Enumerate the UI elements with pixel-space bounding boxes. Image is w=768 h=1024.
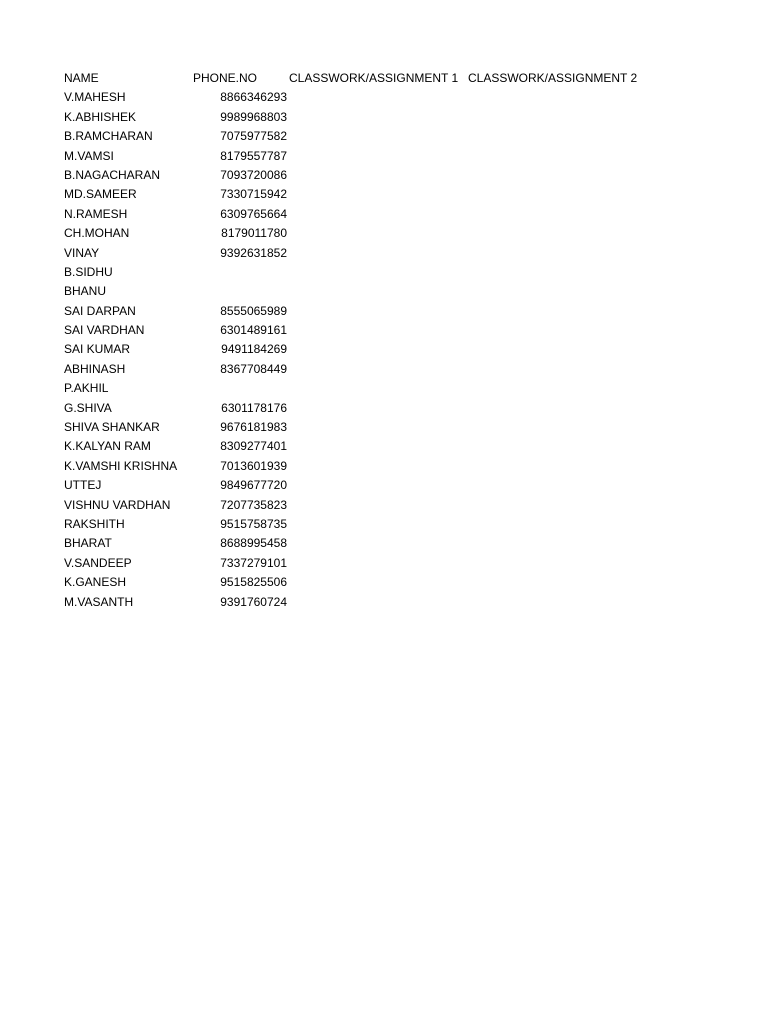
student-name-cell: P.AKHIL [64,381,109,396]
phone-number-cell: 6301489161 [220,323,287,338]
phone-number-cell: 7337279101 [220,555,287,570]
phone-number-cell: 8367708449 [220,361,287,376]
student-name-cell: BHARAT [64,536,112,551]
student-name-cell: M.VAMSI [64,148,114,163]
phone-number-cell: 7330715942 [220,187,287,202]
student-name-cell: MD.SAMEER [64,187,137,202]
student-name-cell: B.NAGACHARAN [64,167,161,182]
student-name-cell: K.VAMSHI KRISHNA [64,458,178,473]
student-name-cell: CH.MOHAN [64,226,130,241]
phone-number-cell: 9515758735 [220,516,287,531]
student-name-cell: K.GANESH [64,575,127,590]
header-classwork-2: CLASSWORK/ASSIGNMENT 2 [468,71,638,85]
phone-number-cell: 6301178176 [221,400,287,415]
phone-number-cell: 7093720086 [220,167,287,182]
student-name-cell: M.VASANTH [64,594,134,609]
phone-number-cell: 9392631852 [220,245,287,260]
header-classwork-1: CLASSWORK/ASSIGNMENT 1 [289,71,459,85]
phone-number-cell: 8179557787 [220,148,287,163]
student-name-cell: G.SHIVA [64,400,112,415]
phone-number-cell: 7075977582 [220,129,287,144]
header-phone: PHONE.NO [193,71,258,85]
phone-number-cell: 9491184269 [221,342,287,357]
phone-number-cell: 8309277401 [220,439,287,454]
student-name-cell: V.SANDEEP [64,555,132,570]
student-name-cell: UTTEJ [64,478,102,493]
header-name: NAME [64,71,99,85]
phone-number-cell: 7013601939 [220,458,287,473]
phone-number-cell: 9989968803 [220,109,287,124]
phone-number-cell: 9849677720 [220,478,287,493]
student-name-cell: BHANU [64,284,107,299]
student-name-cell: ABHINASH [64,361,126,376]
phone-number-cell: 9391760724 [220,594,287,609]
phone-number-cell: 9676181983 [220,420,287,435]
student-name-cell: K.KALYAN RAM [64,439,151,454]
student-name-cell: VISHNU VARDHAN [64,497,171,512]
student-name-cell: K.ABHISHEK [64,109,137,124]
student-name-cell: RAKSHITH [64,516,125,531]
student-name-cell: VINAY [64,245,100,260]
phone-number-cell: 6309765664 [220,206,287,221]
phone-number-cell: 7207735823 [220,497,287,512]
student-name-cell: SAI DARPAN [64,303,136,318]
phone-number-cell: 9515825506 [220,575,287,590]
student-name-cell: V.MAHESH [64,90,126,105]
phone-number-cell: 8179011780 [221,226,287,241]
student-name-cell: N.RAMESH [64,206,128,221]
phone-number-cell: 8866346293 [220,90,287,105]
student-name-cell: B.RAMCHARAN [64,129,153,144]
phone-number-cell: 8555065989 [220,303,287,318]
student-name-cell: SHIVA SHANKAR [64,420,160,435]
student-name-cell: SAI KUMAR [64,342,131,357]
student-name-cell: B.SIDHU [64,264,113,279]
phone-number-cell: 8688995458 [220,536,287,551]
student-name-cell: SAI VARDHAN [64,323,145,338]
